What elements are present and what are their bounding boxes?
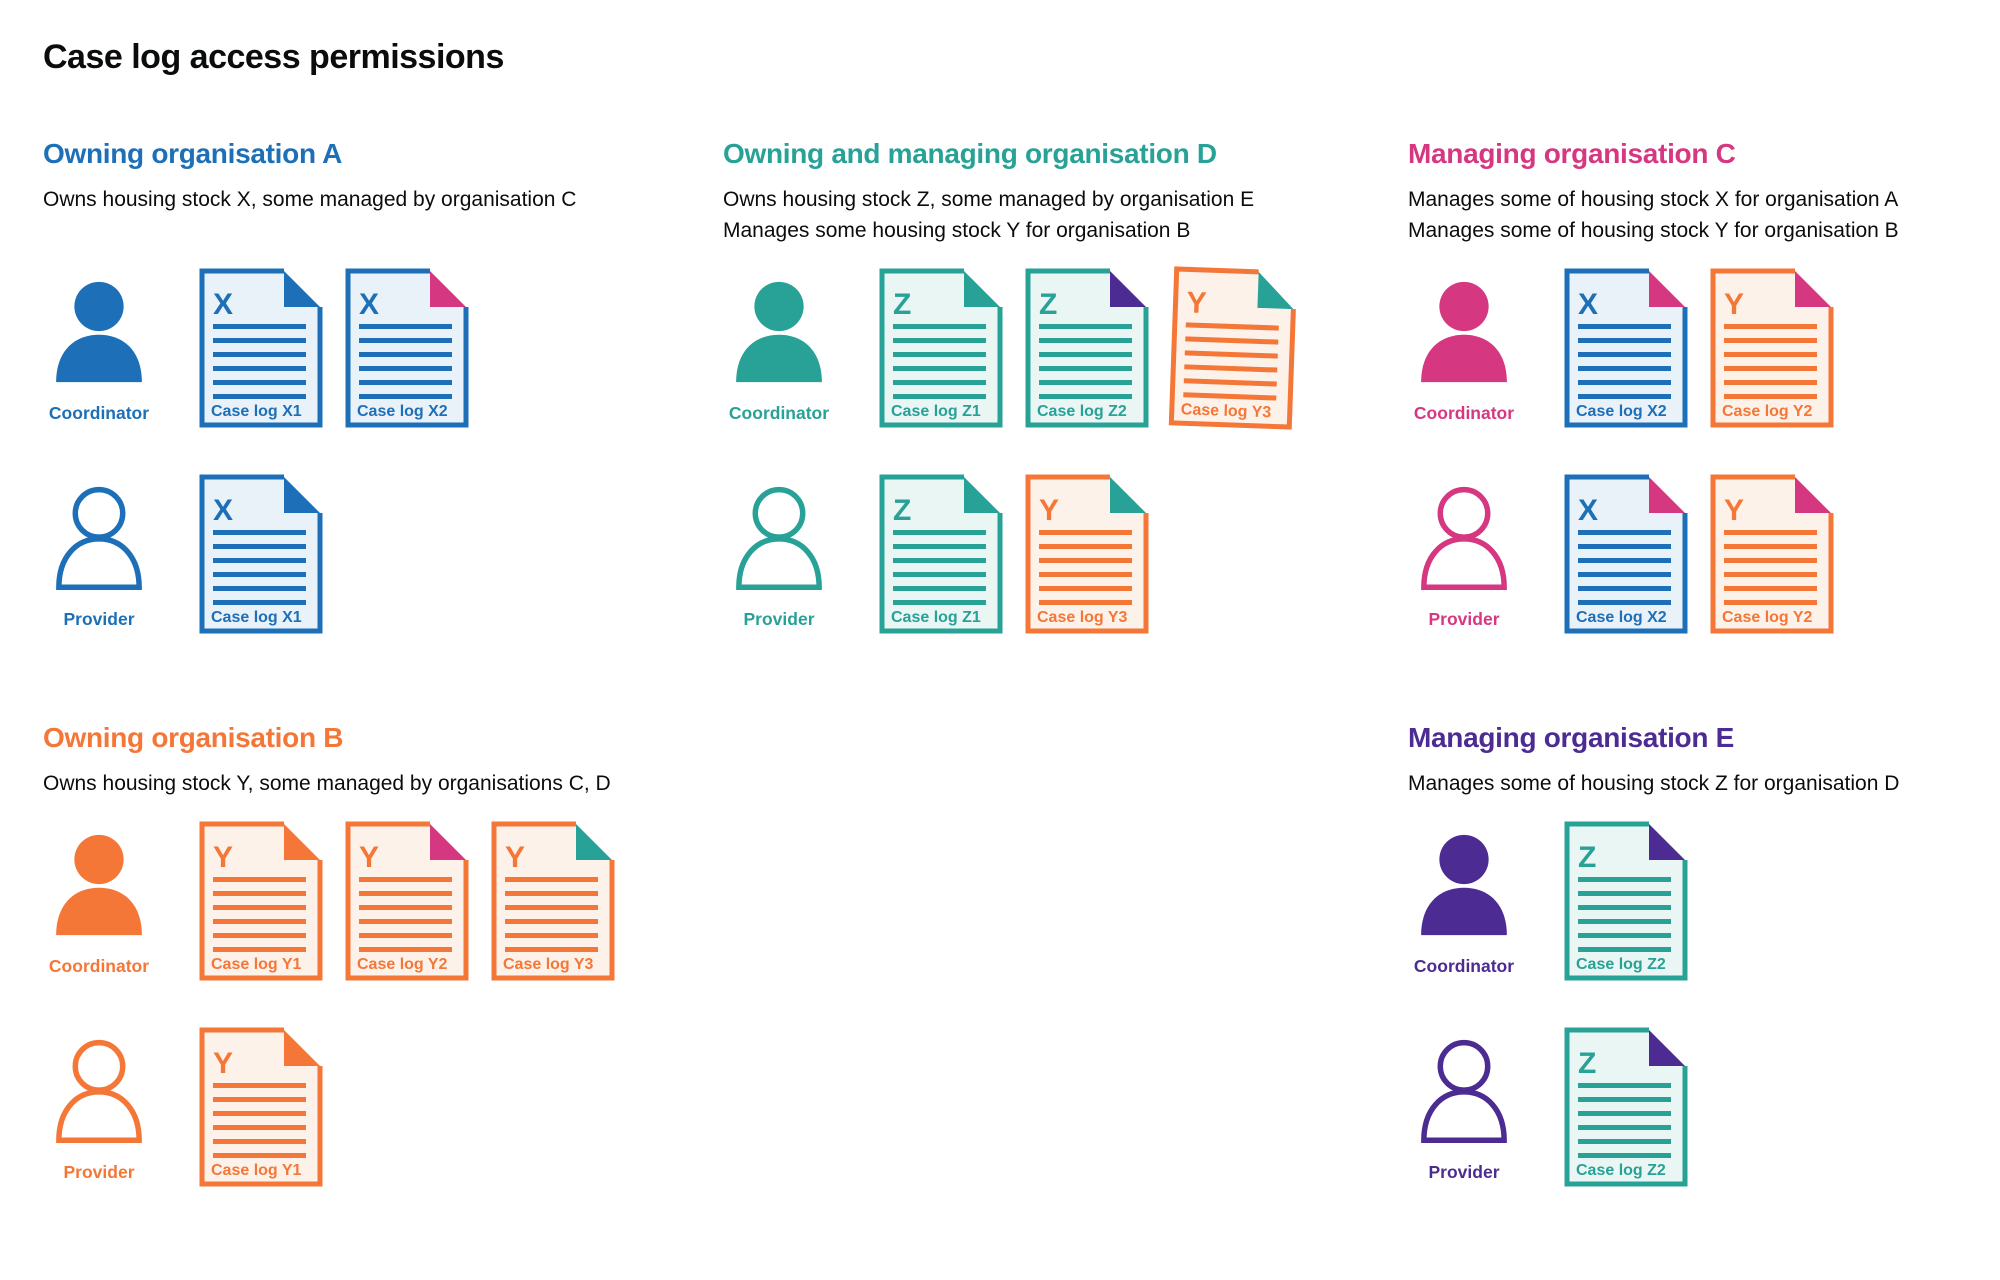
doc-text-line xyxy=(213,1097,306,1102)
doc-text-line xyxy=(213,1083,306,1088)
provider-icon xyxy=(51,1039,147,1143)
provider-icon xyxy=(51,486,147,590)
case-log-doc-icon xyxy=(1564,821,1688,981)
doc-text-line xyxy=(893,324,986,329)
person-icon-holder xyxy=(1416,486,1512,595)
permission-row-coordinator xyxy=(1408,821,2000,981)
doc-text-line xyxy=(1039,338,1132,343)
doc-folded-corner xyxy=(1795,477,1831,513)
doc-text-line xyxy=(359,394,452,399)
doc-letter: X xyxy=(213,288,234,321)
doc-text-line xyxy=(505,905,598,910)
doc-text-line xyxy=(1724,338,1817,343)
person xyxy=(1408,280,1520,424)
coordinator-icon xyxy=(51,833,147,937)
doc-label: Case log Z1 xyxy=(891,403,981,420)
doc-text-line xyxy=(1724,600,1817,605)
case-log-doc-icon xyxy=(199,474,323,634)
doc-label: Case log X1 xyxy=(211,403,302,420)
coordinator-icon xyxy=(731,280,827,384)
doc-text-line xyxy=(1578,1097,1671,1102)
doc-text-line xyxy=(1724,572,1817,577)
doc-folded-corner xyxy=(284,1030,320,1066)
doc-label: Case log Y1 xyxy=(211,956,302,973)
permission-row-provider xyxy=(43,474,683,634)
person xyxy=(1408,1039,1520,1183)
doc-text-line xyxy=(505,891,598,896)
permission-row-coordinator xyxy=(1408,268,2000,428)
case-log-doc-icon xyxy=(1564,1027,1688,1187)
case-log-document xyxy=(1564,474,1688,634)
doc-folded-corner xyxy=(964,477,1000,513)
case-log-document xyxy=(199,1027,323,1187)
doc-label: Case log Y2 xyxy=(357,956,448,973)
doc-text-line xyxy=(213,600,306,605)
doc-letter: X xyxy=(359,288,380,321)
case-log-doc-icon xyxy=(491,821,615,981)
doc-folded-corner xyxy=(1649,824,1685,860)
case-log-documents xyxy=(879,268,1295,428)
org-section-title: Owning and managing organisation D xyxy=(723,138,1217,169)
doc-text-line xyxy=(213,572,306,577)
org-description-line: Owns housing stock Y, some managed by organisations C, D xyxy=(43,772,611,795)
doc-folded-corner xyxy=(1649,1030,1685,1066)
doc-text-line xyxy=(359,877,452,882)
case-log-doc-icon xyxy=(1710,474,1834,634)
person-icon-holder xyxy=(51,833,147,942)
org-description-line: Manages some of housing stock Z for organisation D xyxy=(1408,772,1900,795)
case-log-documents xyxy=(1564,1027,1688,1187)
org-section-org-a xyxy=(43,138,683,680)
org-section-description xyxy=(43,768,683,799)
case-log-document xyxy=(491,821,615,981)
doc-text-line xyxy=(1578,586,1671,591)
org-section-title: Managing organisation E xyxy=(1408,722,1735,753)
doc-letter: X xyxy=(1578,494,1599,527)
doc-text-line xyxy=(1039,380,1132,385)
case-log-document xyxy=(1564,1027,1688,1187)
doc-label: Case log Y3 xyxy=(1180,401,1272,422)
org-description-line: Manages some housing stock Y for organisation B xyxy=(723,219,1191,242)
case-log-documents xyxy=(1564,474,1834,634)
case-log-doc-icon xyxy=(879,268,1003,428)
doc-text-line xyxy=(213,366,306,371)
case-log-document xyxy=(879,474,1003,634)
doc-text-line xyxy=(1039,558,1132,563)
org-section-description xyxy=(1408,184,2000,246)
doc-label: Case log Z2 xyxy=(1037,403,1127,420)
doc-folded-corner xyxy=(1257,272,1294,309)
doc-text-line xyxy=(1578,352,1671,357)
doc-text-line xyxy=(1578,600,1671,605)
doc-letter: Z xyxy=(1578,1047,1597,1080)
case-log-document xyxy=(1025,474,1149,634)
doc-text-line xyxy=(1578,366,1671,371)
doc-label: Case log Z1 xyxy=(891,609,981,626)
doc-text-line xyxy=(359,947,452,952)
doc-text-line xyxy=(1039,572,1132,577)
doc-text-line xyxy=(1724,380,1817,385)
doc-folded-corner xyxy=(1795,271,1831,307)
coordinator-label: Coordinator xyxy=(1413,403,1515,423)
doc-text-line xyxy=(1039,366,1132,371)
doc-text-line xyxy=(213,1111,306,1116)
doc-text-line xyxy=(359,891,452,896)
doc-folded-corner xyxy=(430,271,466,307)
doc-text-line xyxy=(1724,530,1817,535)
doc-text-line xyxy=(213,530,306,535)
coordinator-label: Coordinator xyxy=(1413,956,1515,976)
case-log-doc-icon xyxy=(1025,474,1149,634)
permission-rows xyxy=(723,268,1363,634)
permission-rows xyxy=(43,821,683,1187)
doc-text-line xyxy=(893,558,986,563)
case-log-doc-icon xyxy=(199,268,323,428)
person-icon-holder xyxy=(51,486,147,595)
coordinator-icon xyxy=(1416,833,1512,937)
doc-text-line xyxy=(1578,324,1671,329)
doc-text-line xyxy=(213,352,306,357)
doc-label: Case log X1 xyxy=(211,609,302,626)
doc-text-line xyxy=(359,338,452,343)
person-icon-holder xyxy=(1416,1039,1512,1148)
org-section-org-d xyxy=(723,138,1363,680)
permission-row-provider xyxy=(1408,1027,2000,1187)
doc-letter: Z xyxy=(1578,841,1597,874)
doc-text-line xyxy=(1724,586,1817,591)
permission-rows xyxy=(43,268,683,634)
org-description-line: Owns housing stock X, some managed by organisation C xyxy=(43,188,577,211)
doc-text-line xyxy=(1578,1111,1671,1116)
doc-text-line xyxy=(1039,544,1132,549)
doc-letter: X xyxy=(1578,288,1599,321)
case-log-doc-icon xyxy=(345,268,469,428)
doc-folded-corner xyxy=(1110,271,1146,307)
doc-text-line xyxy=(213,324,306,329)
doc-letter: Y xyxy=(1039,494,1060,527)
doc-letter: Z xyxy=(1039,288,1058,321)
case-log-document xyxy=(1168,266,1298,430)
doc-text-line xyxy=(213,919,306,924)
org-description-line: Manages some of housing stock X for organisation A xyxy=(1408,188,1899,211)
doc-text-line xyxy=(1724,324,1817,329)
doc-letter: Y xyxy=(359,841,380,874)
coordinator-label: Coordinator xyxy=(728,403,830,423)
doc-label: Case log X2 xyxy=(357,403,448,420)
permission-row-coordinator xyxy=(723,268,1363,428)
doc-letter: Z xyxy=(893,494,912,527)
case-log-document xyxy=(199,268,323,428)
doc-text-line xyxy=(359,919,452,924)
doc-text-line xyxy=(1578,905,1671,910)
doc-text-line xyxy=(359,352,452,357)
doc-label: Case log Z2 xyxy=(1576,1162,1666,1179)
case-log-doc-icon xyxy=(1025,268,1149,428)
doc-text-line xyxy=(1578,891,1671,896)
doc-letter: Y xyxy=(1724,288,1745,321)
doc-folded-corner xyxy=(284,271,320,307)
coordinator-label: Coordinator xyxy=(48,403,150,423)
doc-text-line xyxy=(359,933,452,938)
doc-text-line xyxy=(1578,947,1671,952)
case-log-document xyxy=(1025,268,1149,428)
person xyxy=(43,1039,155,1183)
doc-letter: Z xyxy=(893,288,912,321)
doc-text-line xyxy=(213,947,306,952)
doc-folded-corner xyxy=(284,824,320,860)
case-log-documents xyxy=(199,474,323,634)
person-icon-holder xyxy=(1416,280,1512,389)
doc-text-line xyxy=(359,324,452,329)
doc-text-line xyxy=(213,1125,306,1130)
person xyxy=(1408,486,1520,630)
doc-text-line xyxy=(893,366,986,371)
doc-folded-corner xyxy=(1649,271,1685,307)
doc-text-line xyxy=(213,891,306,896)
provider-label: Provider xyxy=(743,609,815,629)
org-section-description xyxy=(723,184,1363,246)
org-section-org-e xyxy=(1408,722,2000,1233)
permission-row-provider xyxy=(1408,474,2000,634)
doc-text-line xyxy=(1724,394,1817,399)
case-log-doc-icon xyxy=(199,821,323,981)
case-log-doc-icon xyxy=(199,1027,323,1187)
doc-text-line xyxy=(213,380,306,385)
case-log-document xyxy=(1564,821,1688,981)
case-log-document xyxy=(1564,268,1688,428)
doc-letter: Y xyxy=(213,841,234,874)
doc-text-line xyxy=(1039,394,1132,399)
case-log-documents xyxy=(879,474,1149,634)
doc-text-line xyxy=(1724,352,1817,357)
doc-text-line xyxy=(213,544,306,549)
doc-text-line xyxy=(1578,338,1671,343)
doc-label: Case log X2 xyxy=(1576,403,1667,420)
doc-label: Case log Y3 xyxy=(503,956,594,973)
permission-row-coordinator xyxy=(43,268,683,428)
person-icon-holder xyxy=(731,486,827,595)
coordinator-label: Coordinator xyxy=(48,956,150,976)
case-log-documents xyxy=(1564,821,1688,981)
doc-text-line xyxy=(213,394,306,399)
doc-letter: Y xyxy=(1724,494,1745,527)
doc-folded-corner xyxy=(576,824,612,860)
doc-text-line xyxy=(505,877,598,882)
doc-text-line xyxy=(893,600,986,605)
doc-text-line xyxy=(213,586,306,591)
person xyxy=(723,486,835,630)
doc-text-line xyxy=(1578,572,1671,577)
doc-text-line xyxy=(359,380,452,385)
doc-text-line xyxy=(1578,877,1671,882)
doc-label: Case log X2 xyxy=(1576,609,1667,626)
doc-text-line xyxy=(893,530,986,535)
doc-text-line xyxy=(893,338,986,343)
doc-folded-corner xyxy=(1110,477,1146,513)
person xyxy=(1408,833,1520,977)
case-log-doc-icon xyxy=(879,474,1003,634)
doc-letter: Y xyxy=(1185,286,1208,321)
provider-label: Provider xyxy=(1428,609,1500,629)
case-log-document xyxy=(879,268,1003,428)
doc-text-line xyxy=(213,1153,306,1158)
person xyxy=(43,833,155,977)
doc-label: Case log Y2 xyxy=(1722,403,1813,420)
doc-letter: Y xyxy=(213,1047,234,1080)
doc-text-line xyxy=(1724,558,1817,563)
person-icon-holder xyxy=(1416,833,1512,942)
doc-text-line xyxy=(1039,324,1132,329)
doc-letter: Y xyxy=(505,841,526,874)
doc-text-line xyxy=(893,586,986,591)
doc-text-line xyxy=(1039,530,1132,535)
doc-text-line xyxy=(1578,1153,1671,1158)
doc-text-line xyxy=(1578,1139,1671,1144)
case-log-document xyxy=(199,821,323,981)
case-log-document xyxy=(199,474,323,634)
doc-text-line xyxy=(505,919,598,924)
doc-text-line xyxy=(213,877,306,882)
doc-text-line xyxy=(1724,366,1817,371)
case-log-documents xyxy=(1564,268,1834,428)
doc-text-line xyxy=(213,558,306,563)
doc-label: Case log Y3 xyxy=(1037,609,1128,626)
doc-text-line xyxy=(1578,558,1671,563)
case-log-documents xyxy=(199,268,469,428)
case-log-doc-icon xyxy=(1564,268,1688,428)
doc-text-line xyxy=(505,933,598,938)
permission-rows xyxy=(1408,821,2000,1187)
permission-rows xyxy=(1408,268,2000,634)
doc-text-line xyxy=(1578,1125,1671,1130)
doc-text-line xyxy=(1724,544,1817,549)
doc-letter: X xyxy=(213,494,234,527)
doc-folded-corner xyxy=(430,824,466,860)
org-section-org-c xyxy=(1408,138,2000,680)
person xyxy=(723,280,835,424)
person-icon-holder xyxy=(51,280,147,389)
org-section-org-b xyxy=(43,722,683,1233)
person-icon-holder xyxy=(51,1039,147,1148)
org-section-title: Owning organisation A xyxy=(43,138,343,169)
page-title: Case log access permissions xyxy=(43,38,504,76)
case-log-doc-icon xyxy=(1168,266,1298,430)
org-section-title: Managing organisation C xyxy=(1408,138,1736,169)
permission-row-coordinator xyxy=(43,821,683,981)
doc-text-line xyxy=(1578,933,1671,938)
doc-text-line xyxy=(1578,544,1671,549)
doc-text-line xyxy=(893,572,986,577)
doc-text-line xyxy=(213,905,306,910)
doc-text-line xyxy=(213,1139,306,1144)
doc-text-line xyxy=(1039,586,1132,591)
org-section-description xyxy=(1408,768,2000,799)
doc-text-line xyxy=(1039,600,1132,605)
doc-text-line xyxy=(893,380,986,385)
person xyxy=(43,280,155,424)
provider-label: Provider xyxy=(63,1162,135,1182)
provider-icon xyxy=(731,486,827,590)
org-description-line: Owns housing stock Z, some managed by organisation E xyxy=(723,188,1255,211)
case-log-doc-icon xyxy=(1564,474,1688,634)
case-log-doc-icon xyxy=(345,821,469,981)
doc-text-line xyxy=(1578,919,1671,924)
doc-label: Case log Z2 xyxy=(1576,956,1666,973)
doc-text-line xyxy=(213,338,306,343)
case-log-doc-icon xyxy=(1710,268,1834,428)
doc-folded-corner xyxy=(964,271,1000,307)
provider-icon xyxy=(1416,1039,1512,1143)
doc-text-line xyxy=(893,544,986,549)
case-log-document xyxy=(1710,268,1834,428)
doc-label: Case log Y2 xyxy=(1722,609,1813,626)
provider-label: Provider xyxy=(63,609,135,629)
org-description-line: Manages some of housing stock Y for organisation B xyxy=(1408,219,1899,242)
doc-text-line xyxy=(213,933,306,938)
doc-text-line xyxy=(1039,352,1132,357)
doc-text-line xyxy=(893,394,986,399)
permission-row-provider xyxy=(43,1027,683,1187)
doc-text-line xyxy=(1578,530,1671,535)
doc-text-line xyxy=(1578,394,1671,399)
permission-row-provider xyxy=(723,474,1363,634)
person-icon-holder xyxy=(731,280,827,389)
provider-icon xyxy=(1416,486,1512,590)
person xyxy=(43,486,155,630)
doc-text-line xyxy=(359,366,452,371)
doc-label: Case log Y1 xyxy=(211,1162,302,1179)
doc-text-line xyxy=(893,352,986,357)
doc-text-line xyxy=(505,947,598,952)
case-log-documents xyxy=(199,1027,323,1187)
doc-folded-corner xyxy=(284,477,320,513)
doc-text-line xyxy=(359,905,452,910)
doc-folded-corner xyxy=(1649,477,1685,513)
coordinator-icon xyxy=(1416,280,1512,384)
doc-text-line xyxy=(1578,1083,1671,1088)
org-section-title: Owning organisation B xyxy=(43,722,344,753)
coordinator-icon xyxy=(51,280,147,384)
doc-text-line xyxy=(1578,380,1671,385)
case-log-document xyxy=(345,821,469,981)
provider-label: Provider xyxy=(1428,1162,1500,1182)
case-log-document xyxy=(345,268,469,428)
case-log-documents xyxy=(199,821,615,981)
org-section-description xyxy=(43,184,683,246)
case-log-document xyxy=(1710,474,1834,634)
